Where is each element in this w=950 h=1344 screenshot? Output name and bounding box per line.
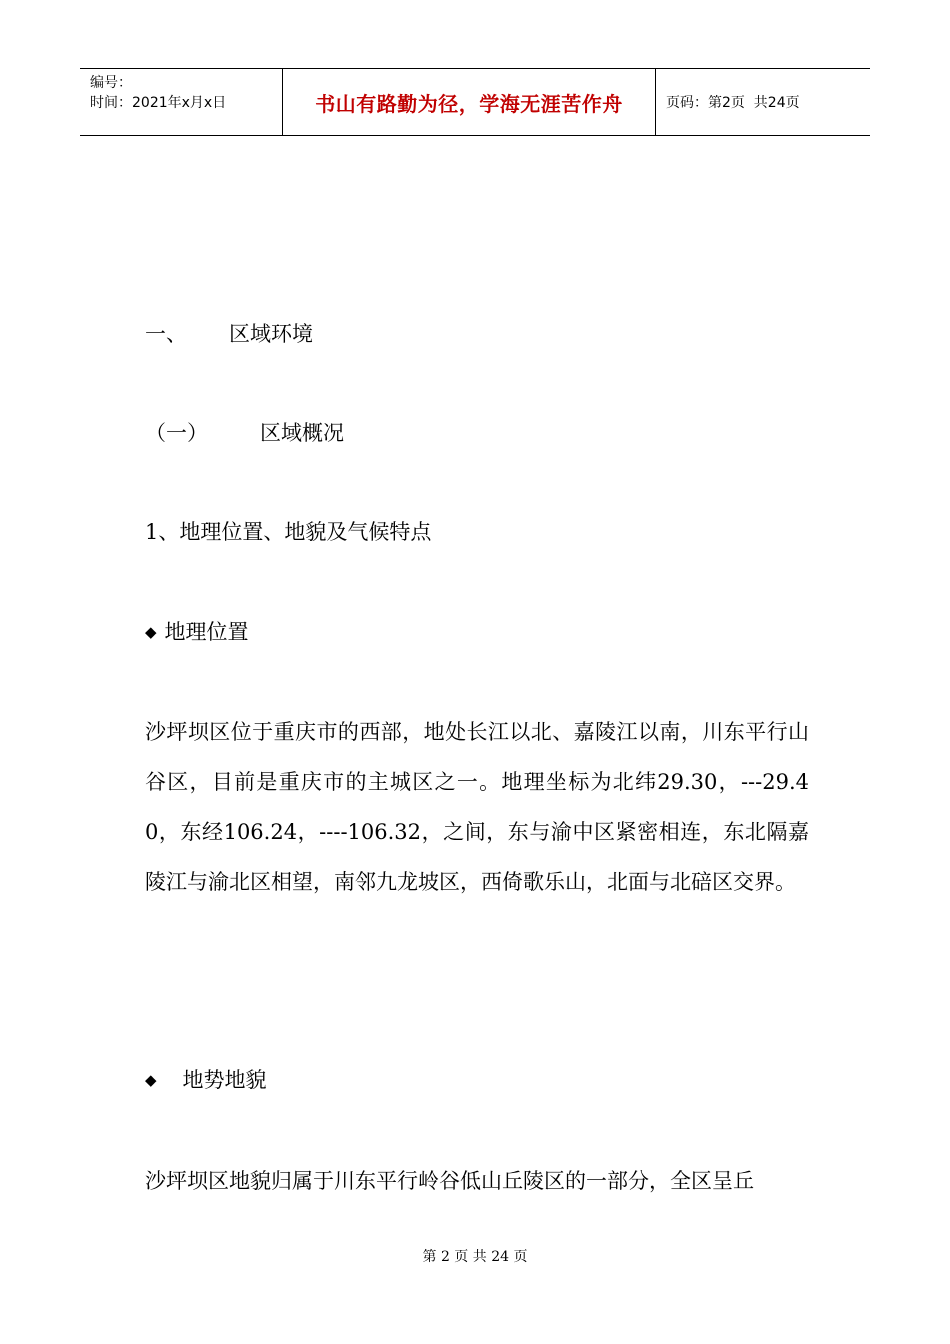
section-heading-1-title: 区域环境 [229,322,313,346]
diamond-bullet-icon: ◆ [145,623,157,641]
section-heading-3: 1、地理位置、地貌及气候特点 [145,520,432,544]
document-number-label: 编号： [90,75,132,91]
page-header [80,68,870,136]
bullet-heading-terrain-title: 地势地貌 [182,1068,267,1092]
header-page-cell [656,69,870,135]
section-heading-2-number: （一） [145,421,208,445]
diamond-bullet-icon: ◆ [145,1071,157,1089]
footer-page-number: 第 2 页 共 24 页 [422,1249,528,1265]
header-motto: 书山有路勤为径，学海无涯苦作舟 [315,91,623,116]
section-heading-2-title: 区域概况 [260,421,344,445]
section-heading-1 [145,318,313,350]
bullet-heading-terrain [145,1064,267,1096]
section-heading-2 [145,417,344,449]
paragraph-location: 沙坪坝区位于重庆市的西部，地处长江以北、嘉陵江以南，川东平行山谷区，目前是重庆市的主城区之一。地理坐标为北纬29.30，---29.40，东经106.24，----106.32，之间，东与渝中区紧密相连，东北隔嘉陵江与渝北区相望，南邻九龙坡区，西倚歌乐山，北面与北碚区交界。 [145,720,809,894]
section-heading-1-number: 一、 [145,322,187,346]
page-footer [0,1246,950,1266]
bullet-heading-location-title: 地理位置 [164,620,249,644]
document-date-label: 时间：2021年x月x日 [90,95,227,111]
header-meta [80,69,282,135]
bullet-heading-location [145,616,249,648]
header-page-info: 页码：第2页 共24页 [666,95,800,111]
paragraph-terrain: 沙坪坝区地貌归属于川东平行岭谷低山丘陵区的一部分，全区呈丘 [145,1169,754,1193]
header-motto-cell [282,69,656,135]
